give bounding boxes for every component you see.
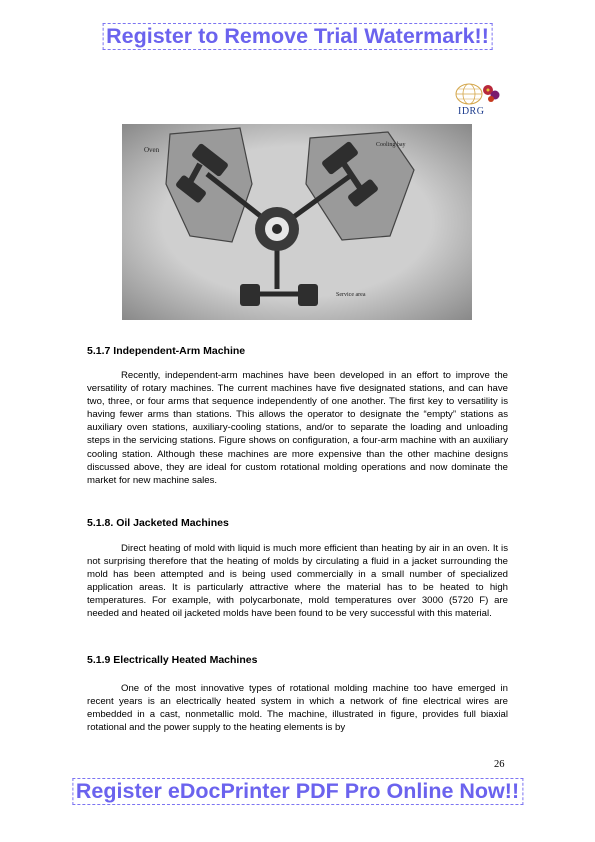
logo-text: IDRG [458,106,485,117]
rotational-machine-figure [122,124,472,320]
watermark-top: Register to Remove Trial Watermark!! [102,23,493,50]
section-heading-oil-jacketed: 5.1.8. Oil Jacketed Machines [87,517,229,529]
section-heading-independent-arm: 5.1.7 Independent-Arm Machine [87,345,246,357]
section-heading-electrically-heated: 5.1.9 Electrically Heated Machines [87,654,258,666]
cooling-label: Cooling bay [376,142,406,148]
page-number: 26 [494,759,505,770]
oven-label: Oven [144,146,160,154]
section-body-electrically-heated: One of the most innovative types of rotational molding machine too have emerged in recent years is an electrically heated system in which a network of fine electrical wires are embedded in a cast, nonmetallic mold. The machine, illustrated in figure, provides full biaxial rotational and the power supply to the heating elements is by [87,683,508,734]
service-label: Service area [336,292,366,298]
globe-logo-icon [447,80,503,124]
section-body-oil-jacketed: Direct heating of mold with liquid is much more efficient than heating by air in an oven. It is not surprising therefore that the heating of molds by circulating a fluid in a jacket surrounding the mold has been attempted and is being used commercially in a small number of specialized application areas. It is particularly attractive where the material has to be heated to high temperatures. For example, with polycarbonate, mold temperatures over 3000 (5720 F) are needed and heated oil jacketed molds have been found to be very successful with this material. [87,543,508,620]
section-body-independent-arm: Recently, independent-arm machines have been developed in an effort to improve the versatility of rotary machines. The current machines have five designated stations, and can have two, three, or four arms that sequence independently of one another. The first key to versatility is having fewer arms than stations. This allows the operator to designate the “empty” stations as auxiliary oven stations, auxiliary-cooling stations, and/or to separate the loading and unloading steps in the servicing stations. Figure shows on configuration, a four-arm machine with an auxiliary cooling station. Although these machines are more expensive than the other machine designs discussed above, they are ideal for custom rotational molding operations and now dominate the market for new machine sales. [87,370,508,486]
watermark-bottom: Register eDocPrinter PDF Pro Online Now!! [72,778,523,805]
